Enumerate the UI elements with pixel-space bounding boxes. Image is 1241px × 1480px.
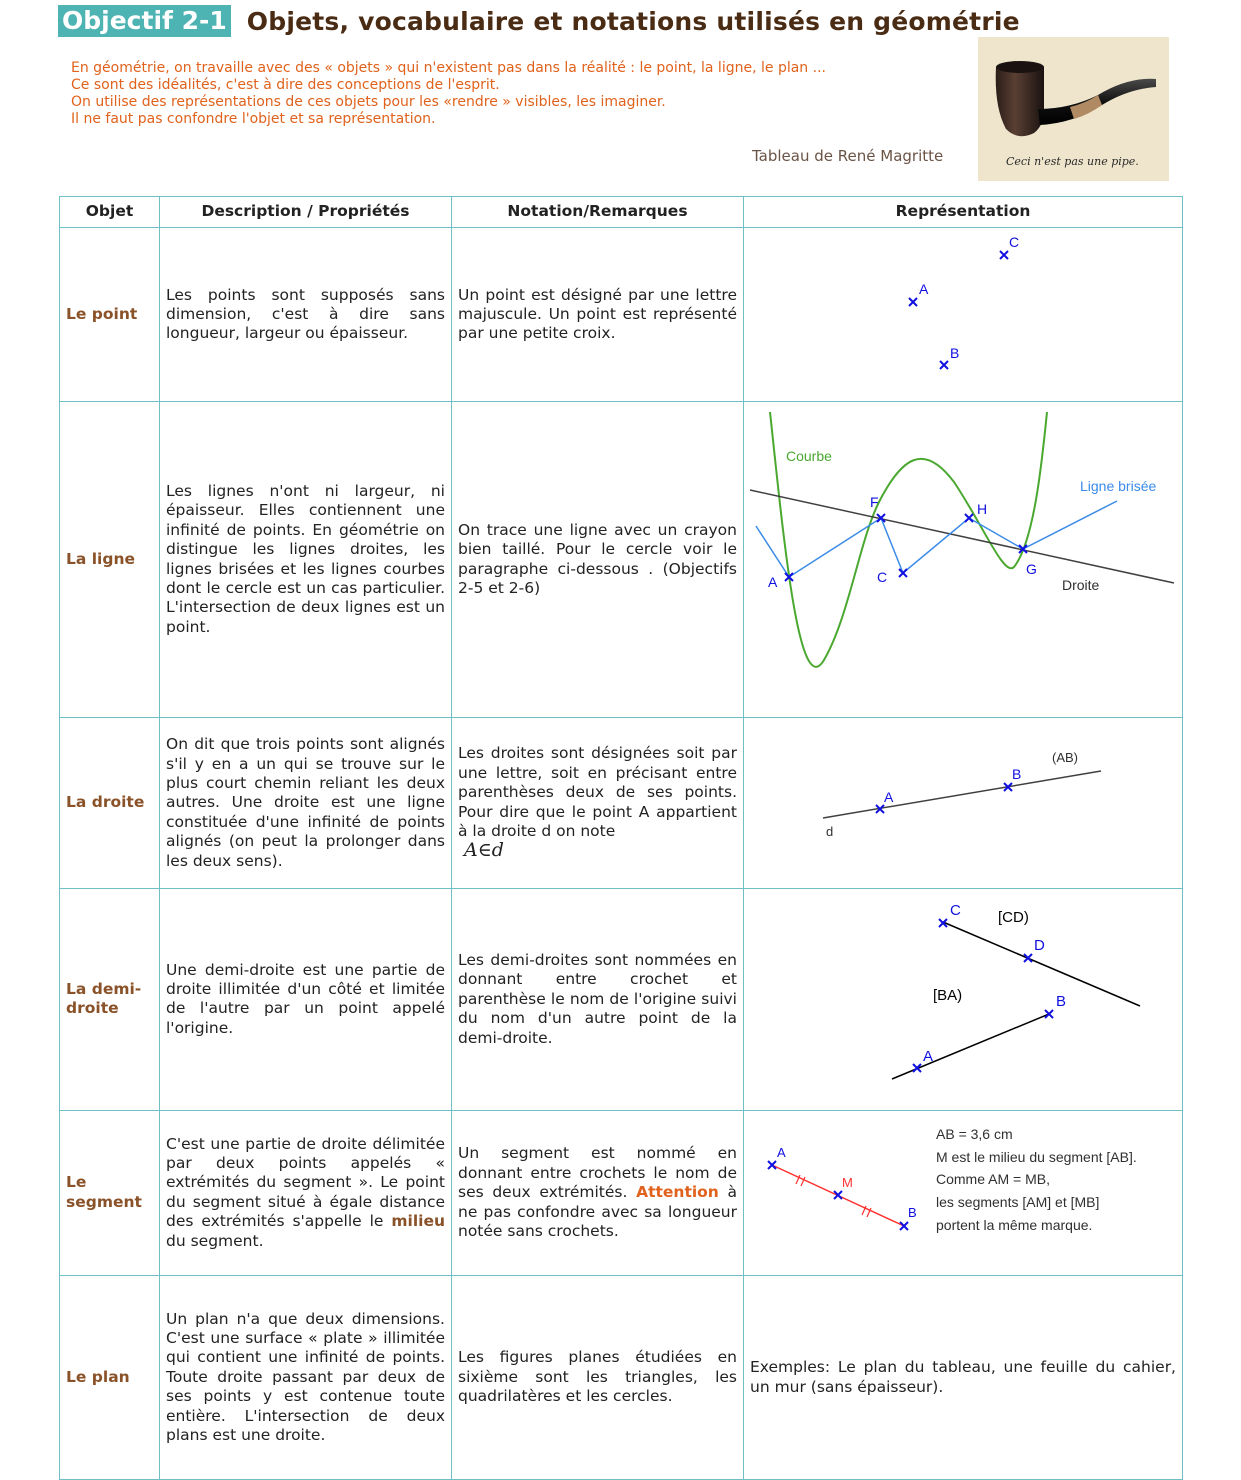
point-label: H [977, 501, 988, 518]
point-label: C [877, 569, 888, 586]
object-notation [452, 1110, 744, 1275]
object-notation: On trace une ligne avec un crayon bien taillé. Pour le cercle voir le paragraphe ci-dessous . (Objectifs 2-5 et 2-6) [452, 402, 744, 717]
object-description: Les lignes n'ont ni largeur, ni épaisseur. Elles contiennent une infinité de points. En géométrie on distingue les lignes droites, les lignes brisées et les lignes courbes dont le cercle est un cas particulier. L'intersection de deux lignes est un point. [160, 402, 452, 717]
column-header: Objet [60, 197, 160, 228]
point-label: M [842, 1174, 853, 1190]
object-name: Le point [60, 228, 160, 402]
attention-word: Attention [636, 1183, 719, 1202]
object-notation: Un point est désigné par une lettre majuscule. Un point est représenté par une petite croix. [452, 228, 744, 402]
geometry-table [59, 196, 1183, 1480]
object-name: La droite [60, 717, 160, 888]
segment-note: les segments [AM] et [MB] [936, 1193, 1100, 1210]
point-label: G [1026, 561, 1037, 578]
table-row [60, 717, 1183, 888]
page-header [58, 5, 1020, 37]
object-notation: Les droites sont désignées soit par une lettre, soit en précisant entre parenthèses deux de ses points. Pour dire que le point A appartient à la droite d on note [458, 744, 737, 840]
point-label: B [1056, 993, 1067, 1011]
point-figure [744, 228, 1181, 396]
segment-note: M est le milieu du segment [AB]. [936, 1148, 1137, 1165]
curve-label: Courbe [786, 448, 832, 465]
ray-figure-cell [744, 889, 1183, 1110]
plane-representation-cell [744, 1276, 1183, 1480]
object-description: Un plan n'a que deux dimensions. C'est une surface « plate » illimitée qui contient une infinité de points. Toute droite passant par deux de ses points y est contenue toute entière. L'intersection de deux plans est une droite. [160, 1276, 452, 1480]
line-name-label: (AB) [1052, 749, 1078, 765]
straight-line-label: Droite [1062, 577, 1100, 594]
table-header-row [60, 197, 1183, 228]
broken-line [756, 501, 1117, 577]
painting-caption: Tableau de René Magritte [752, 147, 944, 165]
object-name: La demi-droite [60, 889, 160, 1110]
point-label: A [923, 1048, 934, 1066]
table-row [60, 1276, 1183, 1480]
point-label: B [908, 1204, 917, 1220]
point-label: B [950, 345, 960, 361]
segment-figure-cell [744, 1110, 1183, 1275]
point-label: D [1034, 937, 1045, 955]
ray-cd-label: [CD) [998, 909, 1029, 927]
notation-text: à ne pas confondre avec sa longueur notée sans crochets. [458, 1183, 737, 1240]
straight-line-figure-cell [744, 717, 1183, 888]
object-description: Une demi-droite est une partie de droite illimitée d'un côté et limitée de l'autre par un point appelé l'origine. [160, 889, 452, 1110]
painting-inscription: Ceci n'est pas une pipe. [1006, 155, 1139, 168]
objective-badge: Objectif 2-1 [58, 5, 231, 37]
table-row [60, 1110, 1183, 1275]
table-row [60, 228, 1183, 402]
segment-note: Comme AM = MB, [936, 1170, 1050, 1187]
point-label: C [950, 902, 961, 920]
point-label: B [1012, 765, 1022, 782]
object-notation-cell [452, 717, 744, 888]
point-label: C [1009, 234, 1020, 250]
object-description: On dit que trois points sont alignés s'il y en a un qui se trouve sur le plus court chemin reliant les deux autres. Une droite est une ligne constituée d'une infinité de points alignés (on peut la prolonger dans les deux sens). [160, 717, 452, 888]
line-d-label: d [826, 823, 834, 839]
point-label: A [884, 788, 894, 805]
plane-examples: Exemples: Le plan du tableau, une feuille du cahier, un mur (sans épaisseur). [750, 1358, 1176, 1396]
intro-line: On utilise des représentations de ces objets pour les «rendre » visibles, les imaginer. [71, 94, 666, 110]
intro-line: Ce sont des idéalités, c'est à dire des conceptions de l'esprit. [71, 77, 500, 93]
object-notation: Les demi-droites sont nommées en donnant entre crochet et parenthèse le nom de l'origine suivi du nom d'un autre point de la demi-droite. [452, 889, 744, 1110]
midpoint-term: milieu [391, 1212, 445, 1231]
description-text: C'est une partie de droite délimitée par deux points appelés « extrémités du segment ». Le point du segment situé à égale distance des extrémités s'appelle le [166, 1134, 445, 1231]
segment-note: portent la même marque. [936, 1216, 1093, 1233]
line-figure-cell [744, 402, 1183, 717]
column-header: Représentation [744, 197, 1183, 228]
point-figure-cell [744, 228, 1183, 402]
magritte-painting [978, 37, 1169, 181]
intro-text [71, 60, 826, 128]
column-header: Description / Propriétés [160, 197, 452, 228]
point-label: A [777, 1144, 786, 1160]
object-name: La ligne [60, 402, 160, 717]
notation-text: Un segment est nommé en donnant entre crochets le nom de ses deux extrémités. [458, 1144, 737, 1202]
line-figure [744, 402, 1181, 711]
description-text: du segment. [166, 1231, 264, 1250]
table-row [60, 402, 1183, 717]
object-description [160, 1110, 452, 1275]
page-title: Objets, vocabulaire et notations utilisés en géométrie [246, 6, 1020, 36]
straight-line-figure [744, 718, 1181, 883]
table-row [60, 889, 1183, 1110]
segment-figure [744, 1111, 1181, 1270]
intro-line: Il ne faut pas confondre l'objet et sa représentation. [71, 111, 436, 127]
ray-ba-label: [BA) [933, 987, 963, 1005]
object-notation: Les figures planes étudiées en sixième sont les triangles, les quadrilatères et les cercles. [452, 1276, 744, 1480]
object-name: Le segment [60, 1110, 160, 1275]
membership-notation: A∈d [464, 839, 504, 862]
segment-note: AB = 3,6 cm [936, 1125, 1013, 1142]
point-label: A [768, 574, 778, 591]
point-label: F [870, 494, 879, 511]
ray-figure [744, 889, 1181, 1104]
object-name: Le plan [60, 1276, 160, 1480]
point-label: A [919, 281, 929, 297]
intro-line: En géométrie, on travaille avec des « objets » qui n'existent pas dans la réalité : le point, la ligne, le plan ... [71, 60, 826, 76]
object-description: Les points sont supposés sans dimension, c'est à dire sans longueur, largeur ou épaisseur. [160, 228, 452, 402]
column-header: Notation/Remarques [452, 197, 744, 228]
broken-line-label: Ligne brisée [1080, 478, 1157, 495]
